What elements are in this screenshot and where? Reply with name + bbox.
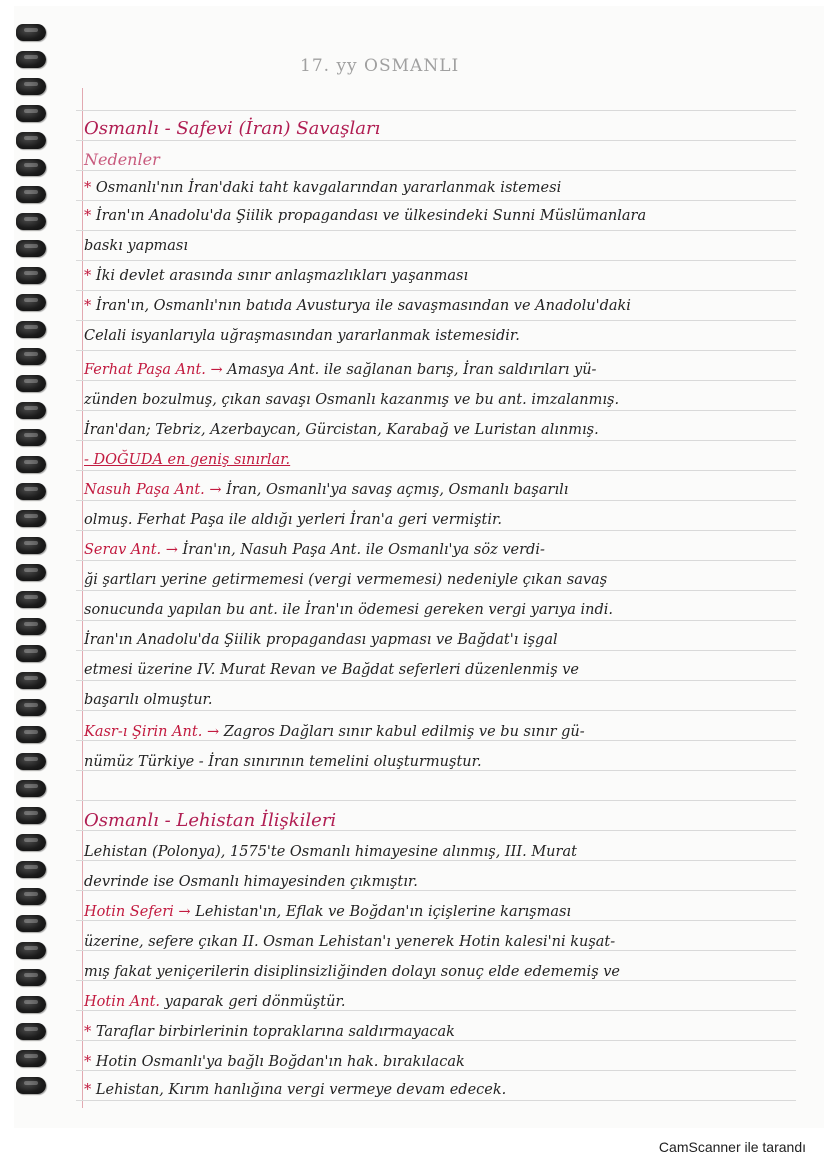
hotin-text: mış fakat yeniçerilerin disiplinsizliğinden dolayı sonuç elde edememiş ve <box>84 964 621 980</box>
spiral-ring <box>16 834 46 851</box>
cause-item: * İki devlet arasında sınır anlaşmazlıkları yaşanması <box>84 268 469 284</box>
spiral-ring <box>16 969 46 986</box>
spiral-ring <box>16 753 46 770</box>
treaty-serav-text: ği şartları yerine getirmemesi (vergi vermemesi) nedeniyle çıkan savaş <box>84 572 608 588</box>
spiral-ring <box>16 915 46 932</box>
spiral-ring <box>16 105 46 122</box>
ruled-line <box>76 650 796 651</box>
spiral-ring <box>16 645 46 662</box>
treaty-nasuh: Nasuh Paşa Ant. → İran, Osmanlı'ya savaş açmış, Osmanlı başarılı <box>84 482 569 498</box>
ruled-line <box>76 1040 796 1041</box>
ruled-line <box>76 890 796 891</box>
section-heading-lehistan: Osmanlı - Lehistan İlişkileri <box>84 810 337 831</box>
ruled-line <box>76 110 796 111</box>
spiral-ring <box>16 456 46 473</box>
spiral-ring <box>16 402 46 419</box>
ruled-line <box>76 920 796 921</box>
hotin-text: üzerine, sefere çıkan II. Osman Lehistan'ı yenerek Hotin kalesi'ni kuşat- <box>84 934 616 950</box>
spiral-ring <box>16 213 46 230</box>
spiral-binding <box>16 24 50 1104</box>
ruled-line <box>76 230 796 231</box>
ruled-line <box>76 470 796 471</box>
ruled-line <box>76 860 796 861</box>
ruled-line <box>76 620 796 621</box>
ruled-line <box>76 290 796 291</box>
spiral-ring <box>16 429 46 446</box>
spiral-ring <box>16 726 46 743</box>
lehistan-text: Lehistan (Polonya), 1575'te Osmanlı himayesine alınmış, III. Murat <box>84 844 577 860</box>
spiral-ring <box>16 1050 46 1067</box>
spiral-ring <box>16 942 46 959</box>
spiral-ring <box>16 672 46 689</box>
spiral-ring <box>16 780 46 797</box>
treaty-serav-text: etmesi üzerine IV. Murat Revan ve Bağdat seferleri düzenlenmiş ve <box>84 662 580 678</box>
ruled-line <box>76 560 796 561</box>
hotin-text: Hotin Ant. yaparak geri dönmüştür. <box>84 994 346 1010</box>
lehistan-text: devrinde ise Osmanlı himayesinden çıkmıştır. <box>84 874 418 890</box>
spiral-ring <box>16 159 46 176</box>
ruled-line <box>76 680 796 681</box>
spiral-ring <box>16 888 46 905</box>
spiral-ring <box>16 861 46 878</box>
treaty-serav-text: İran'ın Anadolu'da Şiilik propagandası yapması ve Bağdat'ı işgal <box>84 632 558 648</box>
ruled-line <box>76 530 796 531</box>
cause-item: * Osmanlı'nın İran'daki taht kavgalarından yararlanmak istemesi <box>84 180 562 196</box>
spiral-ring <box>16 375 46 392</box>
spiral-ring <box>16 510 46 527</box>
spiral-ring <box>16 51 46 68</box>
ruled-line <box>76 710 796 711</box>
treaty-serav-text: başarılı olmuştur. <box>84 692 213 708</box>
ruled-line <box>76 380 796 381</box>
spiral-ring <box>16 699 46 716</box>
cause-item: * İran'ın Anadolu'da Şiilik propagandası ve ülkesindeki Sunni Müslümanlara <box>84 208 647 224</box>
subheading-causes: Nedenler <box>84 150 160 169</box>
treaty-ferhat-text: İran'dan; Tebriz, Azerbaycan, Gürcistan, Karabağ ve Luristan alınmış. <box>84 422 599 438</box>
spiral-ring <box>16 240 46 257</box>
ruled-line <box>76 320 796 321</box>
treaty-serav-text: sonucunda yapılan bu ant. ile İran'ın ödemesi gereken vergi yarıya indi. <box>84 602 613 618</box>
ruled-line <box>76 350 796 351</box>
spiral-ring <box>16 618 46 635</box>
cause-item-continuation: Celali isyanlarıyla uğraşmasından yararlanmak istemesidir. <box>84 328 520 344</box>
ruled-line <box>76 1070 796 1071</box>
treaty-ferhat-note: - DOĞUDA en geniş sınırlar. <box>84 452 291 468</box>
treaty-kasr-text: nümüz Türkiye - İran sınırının temelini oluşturmuştur. <box>84 754 482 770</box>
ruled-line <box>76 200 796 201</box>
spiral-ring <box>16 1077 46 1094</box>
spiral-ring <box>16 807 46 824</box>
cause-item: * İran'ın, Osmanlı'nın batıda Avusturya ile savaşmasından ve Anadolu'daki <box>84 298 631 314</box>
ruled-line <box>76 500 796 501</box>
treaty-ferhat-text: zünden bozulmuş, çıkan savaşı Osmanlı kazanmış ve bu ant. imzalanmış. <box>84 392 620 408</box>
notebook-page <box>14 6 824 1128</box>
ruled-line <box>76 410 796 411</box>
ruled-line <box>76 950 796 951</box>
spiral-ring <box>16 591 46 608</box>
term-item: * Hotin Osmanlı'ya bağlı Boğdan'ın hak. bırakılacak <box>84 1054 465 1070</box>
treaty-nasuh-text: olmuş. Ferhat Paşa ile aldığı yerleri İran'a geri vermiştir. <box>84 512 502 528</box>
scanner-footer: CamScanner ile tarandı <box>658 1139 806 1155</box>
cause-item-continuation: baskı yapması <box>84 238 188 254</box>
spiral-ring <box>16 348 46 365</box>
ruled-line <box>76 800 796 801</box>
treaty-serav: Serav Ant. → İran'ın, Nasuh Paşa Ant. ile Osmanlı'ya söz verdi- <box>84 542 545 558</box>
ruled-line <box>76 1010 796 1011</box>
spiral-ring <box>16 537 46 554</box>
spiral-ring <box>16 132 46 149</box>
treaty-ferhat: Ferhat Paşa Ant. → Amasya Ant. ile sağlanan barış, İran saldırıları yü- <box>84 362 597 378</box>
spiral-ring <box>16 24 46 41</box>
ruled-line <box>76 440 796 441</box>
ruled-line <box>76 260 796 261</box>
ruled-line <box>76 770 796 771</box>
hotin-campaign: Hotin Seferi → Lehistan'ın, Eflak ve Boğdan'ın içişlerine karışması <box>84 904 572 920</box>
spiral-ring <box>16 267 46 284</box>
ruled-line <box>76 170 796 171</box>
spiral-ring <box>16 78 46 95</box>
term-item: * Lehistan, Kırım hanlığına vergi vermeye devam edecek. <box>84 1082 507 1098</box>
treaty-kasr: Kasr-ı Şirin Ant. → Zagros Dağları sınır kabul edilmiş ve bu sınır gü- <box>84 724 585 740</box>
spiral-ring <box>16 294 46 311</box>
spiral-ring <box>16 1023 46 1040</box>
spiral-ring <box>16 483 46 500</box>
margin-line <box>82 88 83 1108</box>
ruled-line <box>76 980 796 981</box>
ruled-line <box>76 140 796 141</box>
spiral-ring <box>16 564 46 581</box>
spiral-ring <box>16 321 46 338</box>
ruled-line <box>76 590 796 591</box>
ruled-line <box>76 740 796 741</box>
spiral-ring <box>16 186 46 203</box>
page-title: 17. yy OSMANLI <box>300 56 460 76</box>
section-heading-safevi: Osmanlı - Safevi (İran) Savaşları <box>84 118 381 139</box>
ruled-line <box>76 1100 796 1101</box>
spiral-ring <box>16 996 46 1013</box>
term-item: * Taraflar birbirlerinin topraklarına saldırmayacak <box>84 1024 455 1040</box>
